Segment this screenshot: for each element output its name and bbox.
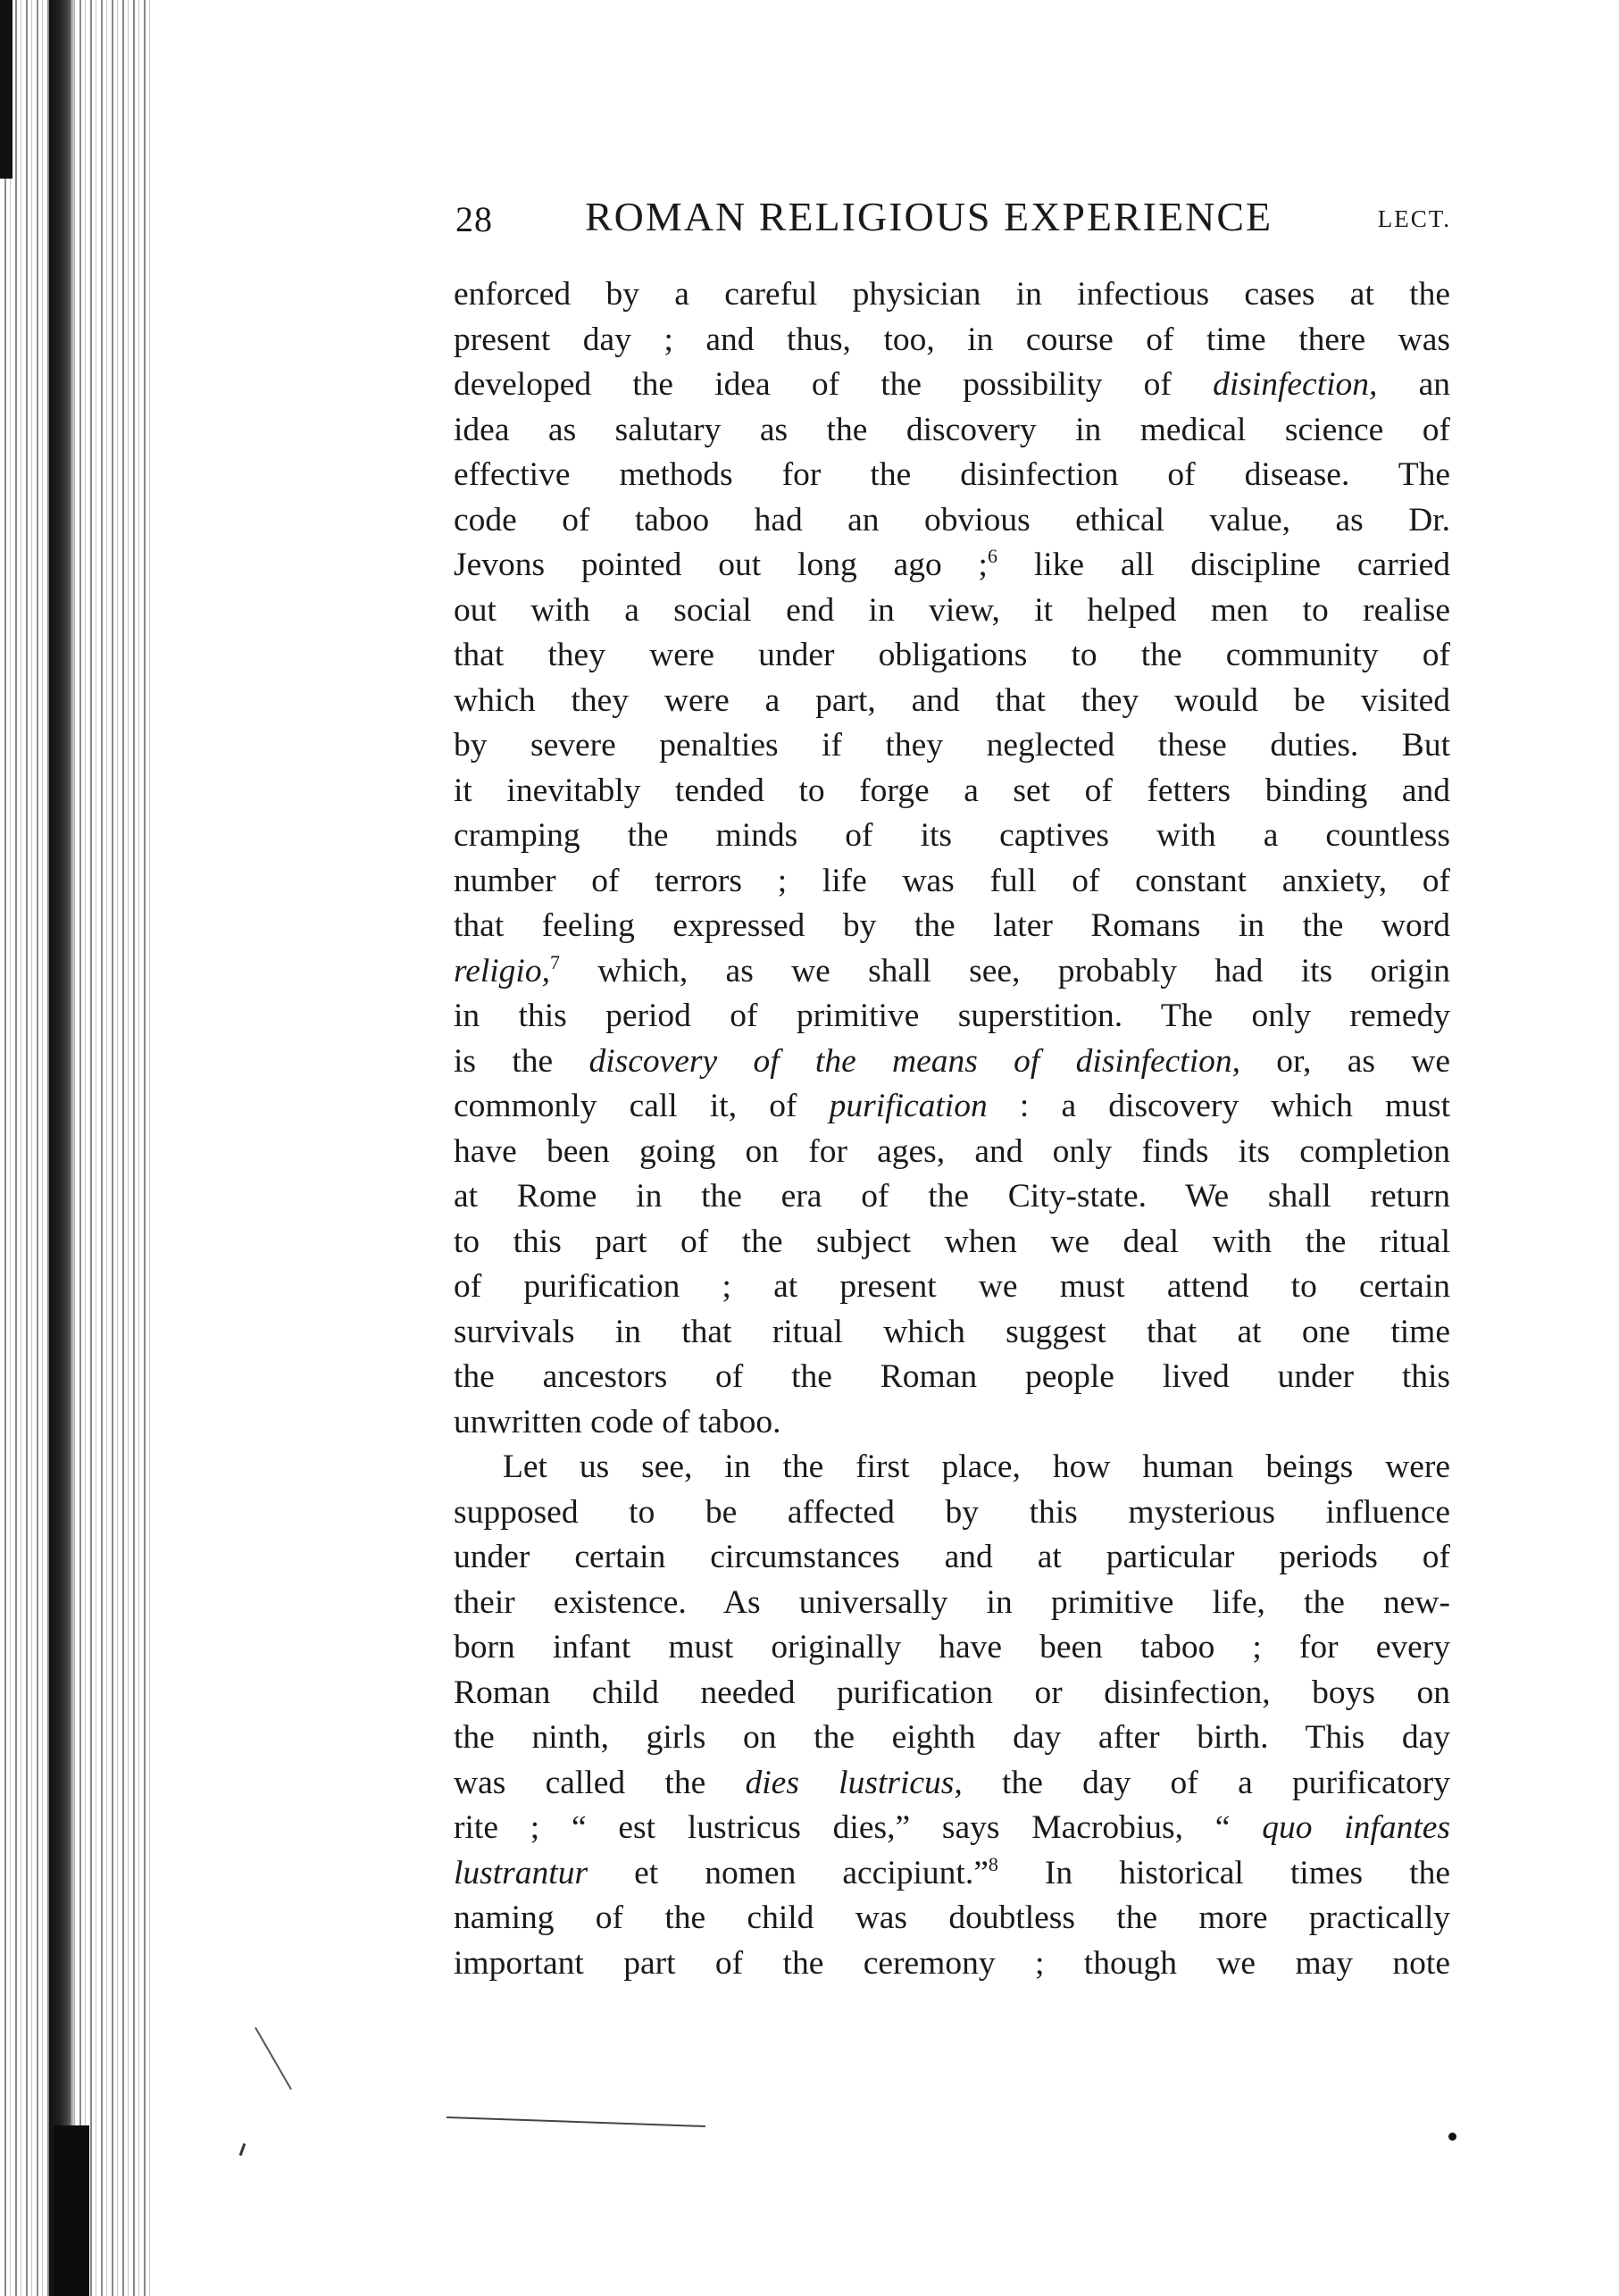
text-line: by severe penalties if they neglected these duties. But xyxy=(454,727,1450,764)
margin-tick xyxy=(239,2143,246,2156)
ink-dot xyxy=(1448,2133,1456,2141)
text-line: enforced by a careful physician in infectious cases at the xyxy=(454,276,1450,313)
footnote-marker: 8 xyxy=(988,1852,998,1875)
text-line: which they were a part, and that they would be visited xyxy=(454,681,1450,719)
text-line: under certain circumstances and at particular periods of xyxy=(454,1539,1450,1575)
text-line: it inevitably tended to forge a set of fetters binding and xyxy=(454,772,1450,809)
page-number: 28 xyxy=(455,199,493,239)
text-line: rite ; “ est lustricus dies,” says Macrobius, “ quo infantes xyxy=(454,1809,1450,1846)
text-line: code of taboo had an obvious ethical value, as Dr. xyxy=(454,501,1450,539)
text-line: naming of the child was doubtless the more practically xyxy=(454,1899,1450,1936)
italic-phrase: disinfection, xyxy=(1213,366,1378,403)
text-line: the ninth, girls on the eighth day after birth. This day xyxy=(454,1719,1450,1756)
running-header xyxy=(455,193,1451,250)
text-line: Roman child needed purification or disinfection, boys on xyxy=(454,1674,1450,1711)
italic-phrase: purification xyxy=(829,1088,988,1124)
text-line: survivals in that ritual which suggest that at one time xyxy=(454,1313,1450,1350)
margin-pencil-mark xyxy=(446,2116,705,2127)
italic-phrase: lustrantur xyxy=(454,1854,588,1891)
footnote-marker: 7 xyxy=(549,950,560,973)
body-text xyxy=(454,272,1450,1986)
book-gutter xyxy=(0,0,152,2296)
text-line: important part of the ceremony ; though we may note xyxy=(454,1944,1450,1982)
text-line: the ancestors of the Roman people lived under this xyxy=(454,1358,1450,1395)
italic-phrase: discovery of the means of disinfection, xyxy=(588,1042,1240,1080)
text-line: effective methods for the disinfection of disease. The xyxy=(454,456,1450,493)
margin-pencil-mark xyxy=(255,2027,292,2090)
text-line: born infant must originally have been taboo ; for every xyxy=(454,1629,1450,1666)
running-title: ROMAN RELIGIOUS EXPERIENCE xyxy=(585,194,1273,239)
text-line: unwritten code of taboo. xyxy=(454,1403,781,1440)
text-line: was called the dies lustricus, the day of a purificatory xyxy=(454,1764,1450,1801)
text-line: developed the idea of the possibility of disinfection, an xyxy=(454,366,1450,403)
paragraph-1 xyxy=(454,272,1450,1445)
text-line: idea as salutary as the discovery in medical science of xyxy=(454,411,1450,448)
text-line: to this part of the subject when we deal with the ritual xyxy=(454,1223,1450,1260)
text-line: Let us see, in the first place, how human beings were xyxy=(503,1449,1450,1485)
paragraph-2 xyxy=(454,1445,1450,1986)
text-line: that they were under obligations to the community of xyxy=(454,637,1450,673)
text-line: of purification ; at present we must attend to certain xyxy=(454,1268,1450,1305)
footnote-marker: 6 xyxy=(987,545,997,567)
text-line: is the discovery of the means of disinfection, or, as we xyxy=(454,1042,1450,1080)
text-line: lustrantur et nomen accipiunt.”$^8$ In historical times the xyxy=(454,1852,1450,1891)
italic-phrase: religio, xyxy=(454,952,550,989)
binding-edge xyxy=(0,0,13,179)
binding-shadow xyxy=(49,0,76,2296)
italic-phrase: quo infantes xyxy=(1262,1809,1450,1846)
lecture-label: LECT. xyxy=(1377,205,1451,232)
binding-edge-bottom xyxy=(54,2125,89,2296)
text-line: at Rome in the era of the City-state. We shall return xyxy=(454,1178,1450,1215)
text-line: number of terrors ; life was full of constant anxiety, of xyxy=(454,862,1450,899)
text-line: commonly call it, of purification : a discovery which must xyxy=(454,1088,1450,1124)
text-line: present day ; and thus, too, in course of time there was xyxy=(454,321,1450,358)
text-line: their existence. As universally in primitive life, the new- xyxy=(454,1583,1450,1621)
text-line: in this period of primitive superstition. The only remedy xyxy=(454,998,1450,1034)
italic-phrase: dies lustricus, xyxy=(745,1764,963,1801)
text-line: have been going on for ages, and only finds its completion xyxy=(454,1132,1450,1170)
text-line: out with a social end in view, it helped men to realise xyxy=(454,591,1450,629)
text-line: religio,$^7$ which, as we shall see, probably had its origin xyxy=(454,950,1450,989)
text-line: that feeling expressed by the later Romans in the word xyxy=(454,907,1450,944)
text-line: cramping the minds of its captives with a countless xyxy=(454,817,1450,854)
text-line: Jevons pointed out long ago ;$^6$ like all discipline carried xyxy=(454,545,1450,583)
text-line: supposed to be affected by this mysterious influence xyxy=(454,1493,1450,1531)
